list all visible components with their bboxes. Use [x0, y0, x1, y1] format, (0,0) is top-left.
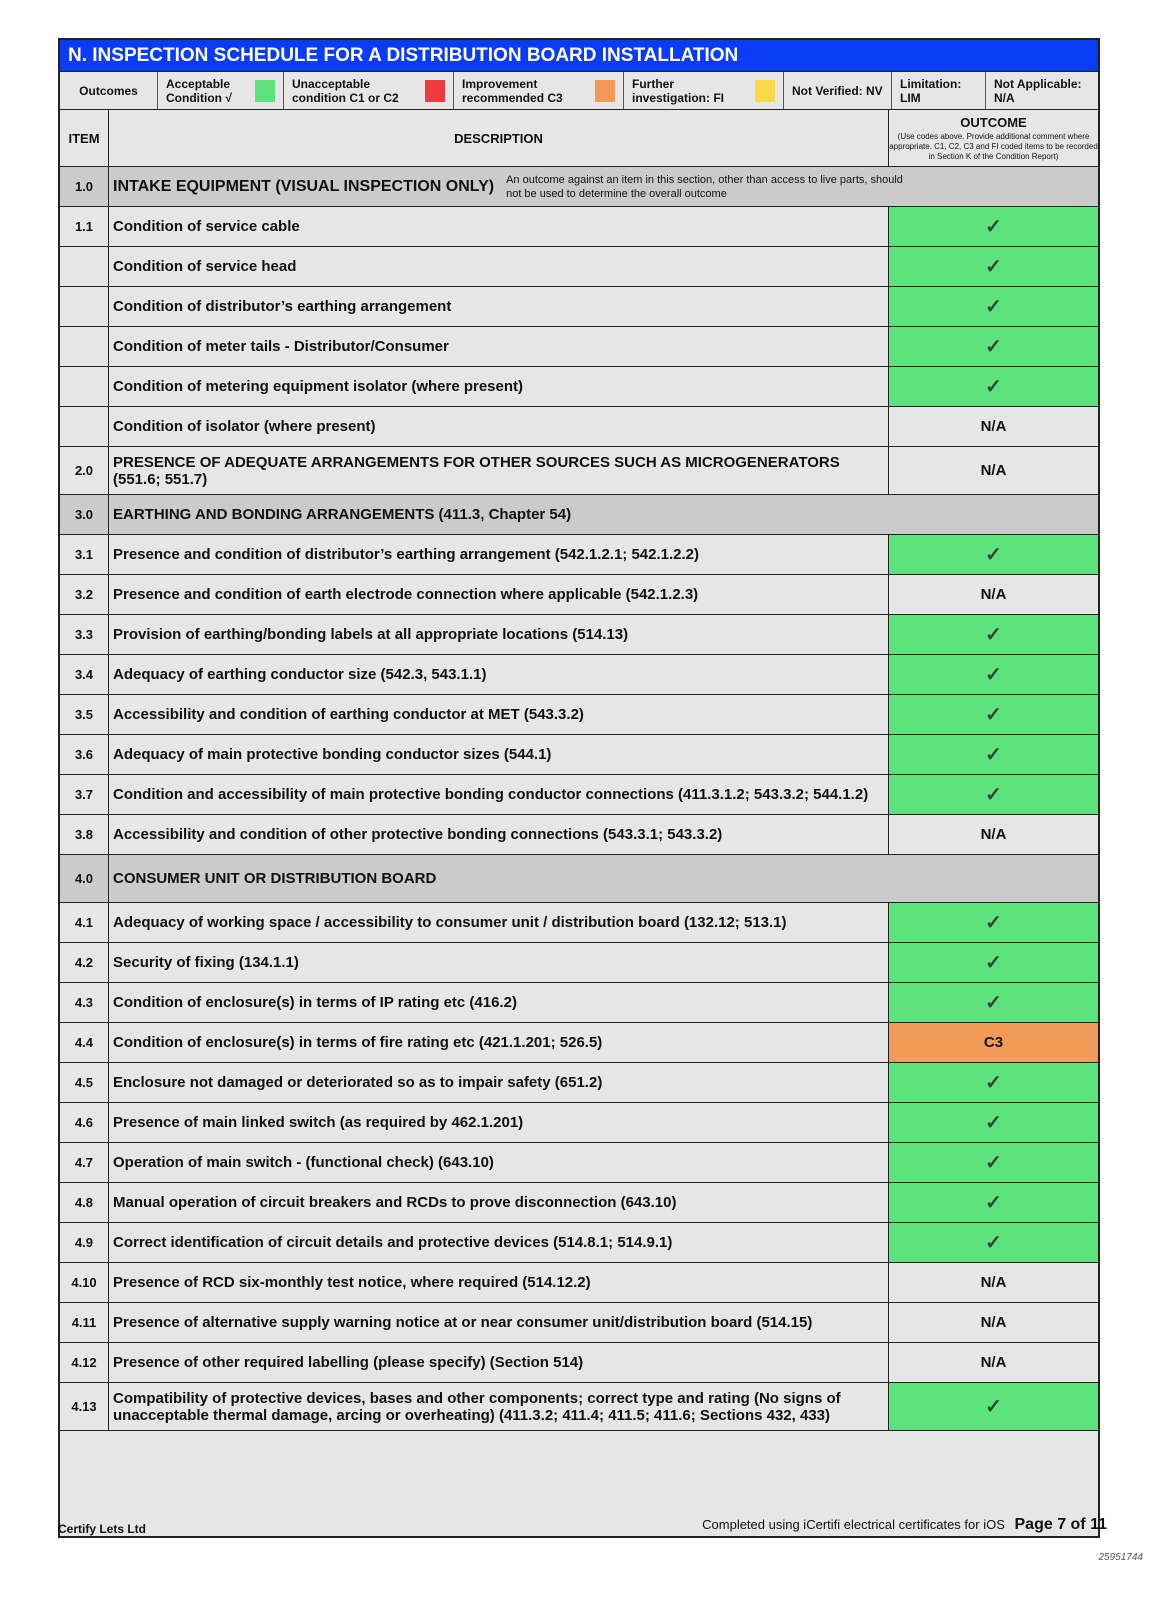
checkmark-icon: ✓	[985, 992, 1002, 1014]
checkmark-icon: ✓	[985, 1112, 1002, 1134]
table-row	[60, 735, 1098, 775]
item-description: Presence of main linked switch (as required by 462.1.201)	[113, 1114, 524, 1131]
item-description-cell	[109, 207, 889, 246]
orange-swatch-icon	[595, 80, 615, 102]
item-description: Adequacy of working space / accessibility to consumer unit / distribution board (132.12; 513.1)	[113, 914, 787, 931]
item-number: 4.8	[60, 1183, 109, 1222]
outcome-cell[interactable]	[889, 1343, 1098, 1382]
table-row	[60, 327, 1098, 367]
item-description: Condition of enclosure(s) in terms of fire rating etc (421.1.201; 526.5)	[113, 1034, 603, 1051]
item-description: Condition of distributor’s earthing arrangement	[113, 298, 452, 315]
document-id: 25951744	[1098, 1552, 1143, 1563]
item-number: 4.3	[60, 983, 109, 1022]
table-row	[60, 615, 1098, 655]
item-number	[60, 287, 109, 326]
item-description: Enclosure not damaged or deteriorated so as to impair safety (651.2)	[113, 1074, 603, 1091]
item-description-cell	[109, 495, 1098, 534]
table-row	[60, 535, 1098, 575]
item-description: EARTHING AND BONDING ARRANGEMENTS (411.3, Chapter 54)	[113, 506, 572, 523]
item-number: 4.4	[60, 1023, 109, 1062]
item-number: 4.6	[60, 1103, 109, 1142]
checkmark-icon: ✓	[985, 1072, 1002, 1094]
item-number: 4.13	[60, 1383, 109, 1430]
outcome-cell[interactable]	[889, 407, 1098, 446]
table-row	[60, 775, 1098, 815]
section-row	[60, 167, 1098, 207]
outcomes-legend	[60, 72, 1098, 110]
legend-label: Outcomes	[60, 72, 158, 109]
outcome-cell[interactable]	[889, 1023, 1098, 1062]
checkmark-icon: ✓	[985, 256, 1002, 278]
item-description: Presence of alternative supply warning notice at or near consumer unit/distribution board (514.15)	[113, 1314, 813, 1331]
table-row	[60, 1063, 1098, 1103]
checkmark-icon: ✓	[985, 624, 1002, 646]
item-description: Presence and condition of distributor’s earthing arrangement (542.1.2.1; 542.1.2.2)	[113, 546, 700, 563]
item-number: 4.1	[60, 903, 109, 942]
item-number: 3.2	[60, 575, 109, 614]
item-description: Condition of service head	[113, 258, 297, 275]
outcome-cell[interactable]	[889, 1303, 1098, 1342]
outcome-cell[interactable]	[889, 1383, 1098, 1430]
schedule-rows	[60, 167, 1098, 1431]
item-description-cell	[109, 815, 889, 854]
section-row	[60, 855, 1098, 903]
item-description: Presence of RCD six-monthly test notice, where required (514.12.2)	[113, 1274, 591, 1291]
legend-unacceptable	[284, 72, 454, 109]
outcome-cell[interactable]	[889, 447, 1098, 494]
item-description: Presence and condition of earth electrode connection where applicable (542.1.2.3)	[113, 586, 699, 603]
item-number: 3.8	[60, 815, 109, 854]
item-number: 1.0	[60, 167, 109, 206]
item-number: 3.0	[60, 495, 109, 534]
item-description: INTAKE EQUIPMENT (VISUAL INSPECTION ONLY)	[113, 177, 495, 195]
item-number: 4.0	[60, 855, 109, 902]
item-description-cell	[109, 655, 889, 694]
outcome-code: N/A	[980, 1314, 1007, 1331]
checkmark-icon: ✓	[985, 376, 1002, 398]
table-row	[60, 1223, 1098, 1263]
item-description: Security of fixing (134.1.1)	[113, 954, 299, 971]
outcome-code: N/A	[980, 418, 1007, 435]
item-description-cell	[109, 535, 889, 574]
item-description-cell	[109, 1383, 889, 1430]
item-number: 3.1	[60, 535, 109, 574]
item-number: 4.2	[60, 943, 109, 982]
checkmark-icon: ✓	[985, 784, 1002, 806]
yellow-swatch-icon	[755, 80, 775, 102]
table-row	[60, 447, 1098, 495]
item-description-cell	[109, 855, 1098, 902]
checkmark-icon: ✓	[985, 1152, 1002, 1174]
footer-info	[702, 1516, 1107, 1534]
item-description-cell	[109, 1343, 889, 1382]
item-number: 3.7	[60, 775, 109, 814]
item-description-cell	[109, 247, 889, 286]
checkmark-icon: ✓	[985, 1232, 1002, 1254]
table-row	[60, 287, 1098, 327]
checkmark-icon: ✓	[985, 296, 1002, 318]
item-description: Accessibility and condition of earthing conductor at MET (543.3.2)	[113, 706, 584, 723]
table-row	[60, 1143, 1098, 1183]
table-row	[60, 1263, 1098, 1303]
item-description-cell	[109, 1183, 889, 1222]
item-description-cell	[109, 167, 1098, 206]
outcome-code: C3	[983, 1034, 1004, 1051]
item-description: Condition of isolator (where present)	[113, 418, 376, 435]
item-description: PRESENCE OF ADEQUATE ARRANGEMENTS FOR OTHER SOURCES SUCH AS MICROGENERATORS (551.6; 551.7)	[113, 453, 840, 488]
header-outcome-title: OUTCOME	[960, 114, 1027, 130]
item-description-cell	[109, 447, 889, 494]
legend-text: Further investigation: FI	[632, 76, 725, 105]
outcome-code: N/A	[980, 586, 1007, 603]
checkmark-icon: ✓	[985, 664, 1002, 686]
outcome-cell[interactable]	[889, 367, 1098, 406]
item-number	[60, 247, 109, 286]
table-row	[60, 695, 1098, 735]
item-description: CONSUMER UNIT OR DISTRIBUTION BOARD	[113, 870, 437, 887]
item-description: Correct identification of circuit details and protective devices (514.8.1; 514.9.1)	[113, 1234, 673, 1251]
legend-acceptable	[158, 72, 284, 109]
item-description: Manual operation of circuit breakers and RCDs to prove disconnection (643.10)	[113, 1194, 677, 1211]
item-description: Condition of meter tails - Distributor/Consumer	[113, 338, 449, 355]
outcome-code: N/A	[980, 1354, 1007, 1371]
legend-text: Acceptable Condition √	[166, 76, 232, 105]
table-row	[60, 1023, 1098, 1063]
outcome-cell[interactable]	[889, 1183, 1098, 1222]
outcome-code: N/A	[980, 1274, 1007, 1291]
table-row	[60, 407, 1098, 447]
item-number: 4.5	[60, 1063, 109, 1102]
item-number: 4.9	[60, 1223, 109, 1262]
legend-further-investigation	[624, 72, 784, 109]
item-description-cell	[109, 775, 889, 814]
table-row	[60, 983, 1098, 1023]
item-description-cell	[109, 1143, 889, 1182]
item-description: Adequacy of earthing conductor size (542.3, 543.1.1)	[113, 666, 487, 683]
outcome-cell[interactable]	[889, 903, 1098, 942]
item-description-cell	[109, 903, 889, 942]
item-number: 1.1	[60, 207, 109, 246]
outcome-cell[interactable]	[889, 1143, 1098, 1182]
outcome-cell[interactable]	[889, 535, 1098, 574]
item-description: Condition of metering equipment isolator (where present)	[113, 378, 524, 395]
header-item: ITEM	[60, 110, 109, 166]
table-row	[60, 1103, 1098, 1143]
checkmark-icon: ✓	[985, 336, 1002, 358]
item-description: Condition of enclosure(s) in terms of IP rating etc (416.2)	[113, 994, 517, 1011]
green-swatch-icon	[255, 80, 275, 102]
outcome-cell[interactable]	[889, 735, 1098, 774]
item-description: Condition of service cable	[113, 218, 300, 235]
table-row	[60, 247, 1098, 287]
item-description-cell	[109, 287, 889, 326]
header-outcome	[889, 110, 1098, 166]
checkmark-icon: ✓	[985, 1396, 1002, 1418]
checkmark-icon: ✓	[985, 704, 1002, 726]
schedule-title: N. INSPECTION SCHEDULE FOR A DISTRIBUTION BOARD INSTALLATION	[60, 40, 1098, 72]
table-header	[60, 110, 1098, 167]
item-number: 3.4	[60, 655, 109, 694]
outcome-cell[interactable]	[889, 1063, 1098, 1102]
header-description: DESCRIPTION	[109, 110, 889, 166]
outcome-cell[interactable]	[889, 615, 1098, 654]
table-row	[60, 1343, 1098, 1383]
outcome-cell[interactable]	[889, 655, 1098, 694]
item-number: 4.10	[60, 1263, 109, 1302]
item-description-cell	[109, 1063, 889, 1102]
table-row	[60, 575, 1098, 615]
item-description-cell	[109, 1223, 889, 1262]
completed-with-text: Completed using iCertifi electrical certificates for iOS	[702, 1517, 1005, 1532]
checkmark-icon: ✓	[985, 912, 1002, 934]
outcome-cell[interactable]	[889, 1223, 1098, 1262]
outcome-cell[interactable]	[889, 247, 1098, 286]
item-number: 4.11	[60, 1303, 109, 1342]
item-description: Condition and accessibility of main protective bonding conductor connections (411.3.1.2; 543.3.2; 544.1.2)	[113, 786, 869, 803]
item-number: 3.3	[60, 615, 109, 654]
item-number	[60, 367, 109, 406]
table-row	[60, 815, 1098, 855]
section-row	[60, 495, 1098, 535]
item-number: 3.6	[60, 735, 109, 774]
item-description-cell	[109, 407, 889, 446]
outcome-cell[interactable]	[889, 943, 1098, 982]
legend-text: Unacceptable condition C1 or C2	[292, 76, 399, 105]
item-description-cell	[109, 327, 889, 366]
item-description-cell	[109, 367, 889, 406]
outcome-cell[interactable]	[889, 983, 1098, 1022]
item-number	[60, 327, 109, 366]
table-row	[60, 903, 1098, 943]
page-number: Page 7 of 11	[1014, 1516, 1107, 1533]
legend-limitation: Limitation: LIM	[892, 72, 986, 109]
outcome-cell[interactable]	[889, 575, 1098, 614]
outcome-cell[interactable]	[889, 287, 1098, 326]
outcome-cell[interactable]	[889, 1263, 1098, 1302]
item-description: Provision of earthing/bonding labels at all appropriate locations (514.13)	[113, 626, 629, 643]
checkmark-icon: ✓	[985, 952, 1002, 974]
item-description-cell	[109, 1263, 889, 1302]
item-description-cell	[109, 735, 889, 774]
red-swatch-icon	[425, 80, 445, 102]
item-description-cell	[109, 615, 889, 654]
item-number	[60, 407, 109, 446]
outcome-cell[interactable]	[889, 207, 1098, 246]
legend-not-applicable: Not Applicable: N/A	[994, 76, 1082, 105]
table-row	[60, 1303, 1098, 1343]
table-row	[60, 207, 1098, 247]
table-row	[60, 367, 1098, 407]
item-description: Adequacy of main protective bonding conductor sizes (544.1)	[113, 746, 552, 763]
outcome-cell[interactable]	[889, 695, 1098, 734]
item-number: 3.5	[60, 695, 109, 734]
item-description-cell	[109, 575, 889, 614]
section-note: An outcome against an item in this section, other than access to live parts, should not be used to determine the overall outcome	[506, 173, 903, 200]
item-description-cell	[109, 1023, 889, 1062]
checkmark-icon: ✓	[985, 544, 1002, 566]
legend-not-verified: Not Verified: NV	[784, 72, 892, 109]
item-description-cell	[109, 943, 889, 982]
legend-improvement	[454, 72, 624, 109]
item-description-cell	[109, 1303, 889, 1342]
outcome-cell[interactable]	[889, 775, 1098, 814]
table-row	[60, 1183, 1098, 1223]
table-row	[60, 655, 1098, 695]
checkmark-icon: ✓	[985, 744, 1002, 766]
item-description-cell	[109, 1103, 889, 1142]
checkmark-icon: ✓	[985, 1192, 1002, 1214]
company-name: Certify Lets Ltd	[58, 1522, 147, 1536]
item-number: 4.12	[60, 1343, 109, 1382]
outcome-code: N/A	[980, 826, 1007, 843]
item-description: Accessibility and condition of other protective bonding connections (543.3.1; 543.3.2)	[113, 826, 723, 843]
item-description: Compatibility of protective devices, bases and other components; correct type and rating (No signs of unacceptable thermal damage, arcing or overheating) (411.3.2; 411.4; 411.5; 411.6; Sections 432, 433)	[113, 1389, 841, 1424]
outcome-code: N/A	[980, 462, 1007, 479]
legend-text: Improvement recommended C3	[462, 76, 563, 105]
outcome-cell[interactable]	[889, 1103, 1098, 1142]
item-description-cell	[109, 695, 889, 734]
item-description-cell	[109, 983, 889, 1022]
header-outcome-note: (Use codes above. Provide additional comment where appropriate. C1, C2, C3 and FI coded items to be recorded in Section K of the Condition Report)	[889, 131, 1098, 161]
outcome-cell[interactable]	[889, 327, 1098, 366]
item-number: 4.7	[60, 1143, 109, 1182]
item-description: Operation of main switch - (functional check) (643.10)	[113, 1154, 494, 1171]
item-number: 2.0	[60, 447, 109, 494]
inspection-schedule-sheet	[58, 38, 1100, 1538]
outcome-cell[interactable]	[889, 815, 1098, 854]
item-description: Presence of other required labelling (please specify) (Section 514)	[113, 1354, 584, 1371]
table-row	[60, 943, 1098, 983]
checkmark-icon: ✓	[985, 216, 1002, 238]
table-row	[60, 1383, 1098, 1431]
